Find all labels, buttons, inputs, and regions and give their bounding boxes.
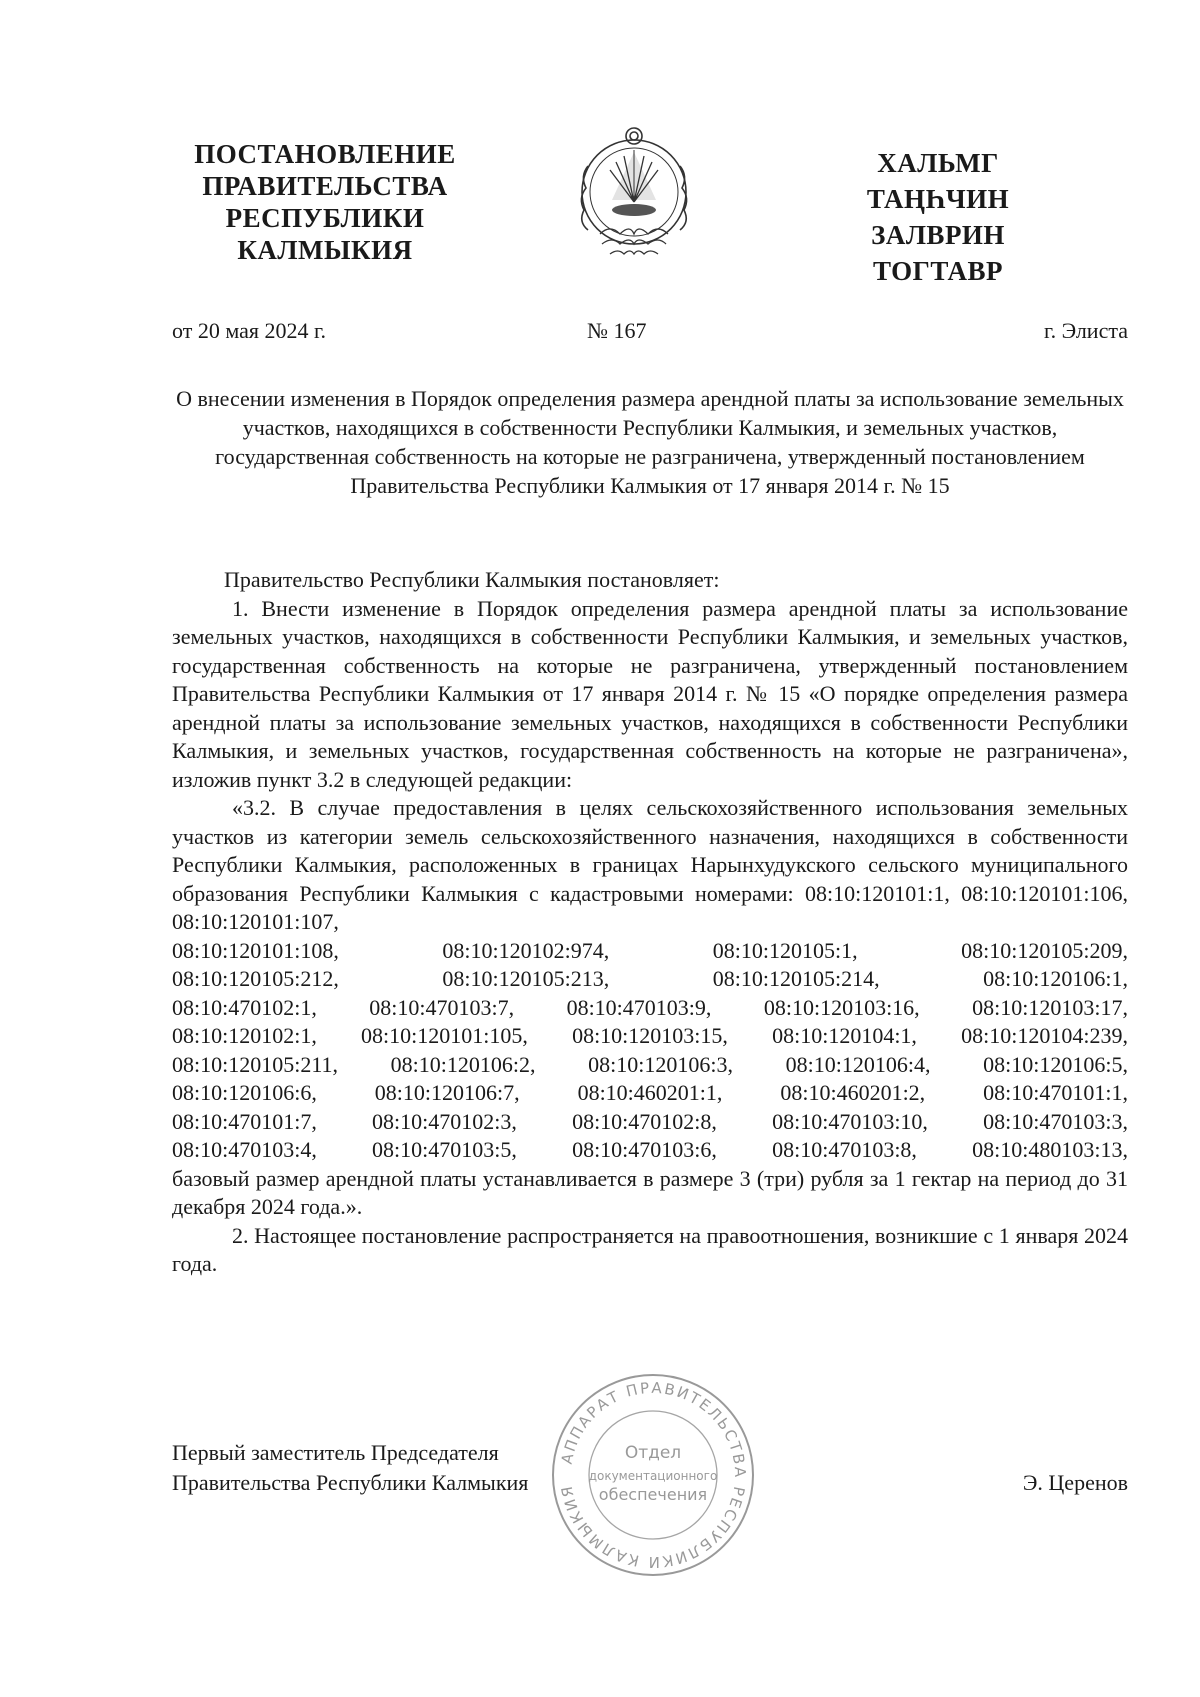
body-intro: Правительство Республики Калмыкия постановляет:: [224, 567, 720, 592]
body-paragraph-1: 1. Внести изменение в Порядок определения размера арендной платы за использование земельных участков, находящихся в собственности Республики Калмыкия, и земельных участков, государственная собственность на которые не разграничена, утвержденный постановлением Правительства Республики Калмыкия от 17 января 2014 г. № 15 «О порядке определения размера арендной платы за использование земельных участков, находящихся в собственности Республики Калмыкия, и земельных участков, государственная собственность на которые не разграничена», изложив пункт 3.2 в следующей редакции:: [172, 595, 1128, 792]
document-number: № 167: [587, 318, 647, 343]
document-body: [172, 566, 1128, 1279]
stamp-ring-text: АППАРАТ ПРАВИТЕЛЬСТВА РЕСПУБЛИКИ КАЛМЫКИЯ: [557, 1378, 750, 1572]
cadastral-number: 08:10:460201:1,: [577, 1080, 723, 1105]
cadastral-row: [172, 937, 1128, 966]
document-meta-row: [172, 318, 1128, 348]
signatory-position: [172, 1438, 528, 1498]
cadastral-number: 08:10:470103:5,: [372, 1137, 517, 1162]
body-paragraph-2-lead: «3.2. В случае предоставления в целях сельскохозяйственного использования земельных участков из категории земель сельскохозяйственного назначения, находящихся в собственности Республики Калмыкия, расположенных в границах Нарынхудукского сельского муниципального образования Республики Калмыкия с кадастровыми номерами: 08:10:120101:1, 08:10:120101:106, 08:10:120101:107,: [172, 795, 1128, 934]
official-stamp: [548, 1370, 758, 1580]
document-title: О внесении изменения в Порядок определения размера арендной платы за использование земельных участков, находящихся в собственности Республики Калмыкия, и земельных участков, государственная собственность на которые не разграничена, утвержденный постановлением Правительства Республики Калмыкия от 17 января 2014 г. № 15: [176, 386, 1124, 498]
cadastral-number: 08:10:120103:17,: [972, 994, 1128, 1020]
cadastral-number: 08:10:120102:1,: [172, 1023, 317, 1048]
cadastral-row: [172, 1022, 1128, 1051]
cadastral-number: 08:10:480103:13,: [972, 1137, 1128, 1162]
cadastral-number: 08:10:470103:3,: [983, 1108, 1128, 1134]
cadastral-row: [172, 1136, 1128, 1165]
body-paragraph-3: 2. Настоящее постановление распространяется на правоотношения, возникшие с 1 января 2024 года.: [172, 1222, 1128, 1276]
cadastral-row: [172, 1051, 1128, 1080]
cadastral-number: 08:10:120105:211,: [172, 1051, 339, 1077]
cadastral-row: [172, 1108, 1128, 1137]
stamp-center-line: Отдел: [624, 1443, 682, 1463]
header-right-line: ТАҢҺЧИН: [866, 184, 1010, 214]
cadastral-number: 08:10:470102:3,: [372, 1108, 517, 1134]
stamp-center-line: документационного: [588, 1469, 718, 1483]
header-kalmyk: [838, 145, 1038, 289]
header-right-line: ТОГТАВР: [873, 256, 1003, 286]
cadastral-number: 08:10:470103:8,: [772, 1137, 917, 1162]
cadastral-number: 08:10:470101:1,: [983, 1080, 1128, 1105]
cadastral-number: 08:10:120106:4,: [785, 1051, 931, 1077]
document-date: от 20 мая 2024 г.: [172, 318, 327, 343]
header-right-line: ЗАЛВРИН: [871, 220, 1005, 250]
header-russian: [170, 138, 480, 266]
cadastral-number: 08:10:120105:214,: [712, 966, 880, 991]
coat-of-arms-emblem: [574, 122, 694, 270]
cadastral-number: 08:10:120102:974,: [442, 937, 610, 963]
header-left-line: ПОСТАНОВЛЕНИЕ: [194, 139, 456, 169]
document-city: г. Элиста: [1044, 318, 1128, 343]
cadastral-number: 08:10:120101:105,: [361, 1023, 528, 1048]
cadastral-number: 08:10:120106:1,: [983, 966, 1128, 991]
cadastral-number: 08:10:470103:9,: [566, 994, 712, 1020]
header-left-line: РЕСПУБЛИКИ: [225, 203, 425, 233]
cadastral-number: 08:10:470101:7,: [172, 1108, 317, 1134]
cadastral-number: 08:10:470103:7,: [369, 994, 515, 1020]
cadastral-number: 08:10:120106:5,: [983, 1051, 1128, 1077]
cadastral-row: [172, 994, 1128, 1023]
cadastral-number: 08:10:120104:1,: [772, 1023, 917, 1048]
cadastral-number: 08:10:460201:2,: [780, 1080, 926, 1105]
cadastral-number-list: [172, 937, 1128, 1165]
signatory-position-line: Первый заместитель Председателя: [172, 1440, 499, 1465]
header-right-line: ХАЛЬМГ: [877, 148, 999, 178]
cadastral-number: 08:10:120106:6,: [172, 1080, 317, 1105]
cadastral-number: 08:10:120105:213,: [442, 966, 610, 991]
signatory-name: Э. Церенов: [1022, 1470, 1128, 1495]
cadastral-number: 08:10:120103:15,: [572, 1023, 728, 1048]
cadastral-number: 08:10:470102:8,: [572, 1108, 717, 1134]
cadastral-number: 08:10:470103:4,: [172, 1137, 317, 1162]
cadastral-number: 08:10:120101:108,: [172, 937, 339, 963]
stamp-center-line: обеспечения: [598, 1485, 708, 1504]
cadastral-number: 08:10:470103:6,: [572, 1137, 717, 1162]
cadastral-number: 08:10:470102:1,: [172, 994, 317, 1020]
cadastral-number: 08:10:120103:16,: [763, 994, 920, 1020]
cadastral-number: 08:10:470103:10,: [772, 1108, 928, 1134]
cadastral-number: 08:10:120105:209,: [961, 937, 1128, 963]
body-paragraph-2-tail: базовый размер арендной платы устанавливается в размере 3 (три) рубля за 1 гектар на период до 31 декабря 2024 года.».: [172, 1165, 1128, 1219]
header-left-line: КАЛМЫКИЯ: [237, 235, 413, 265]
header-left-line: ПРАВИТЕЛЬСТВА: [202, 171, 448, 201]
cadastral-number: 08:10:120105:212,: [172, 966, 339, 991]
cadastral-number: 08:10:120105:1,: [712, 937, 858, 963]
cadastral-number: 08:10:120106:3,: [588, 1051, 733, 1077]
cadastral-row: [172, 1079, 1128, 1108]
signatory-position-line: Правительства Республики Калмыкия: [172, 1470, 529, 1495]
cadastral-row: [172, 965, 1128, 994]
cadastral-number: 08:10:120106:2,: [390, 1051, 536, 1077]
cadastral-number: 08:10:120106:7,: [374, 1080, 520, 1105]
cadastral-number: 08:10:120104:239,: [961, 1023, 1128, 1048]
